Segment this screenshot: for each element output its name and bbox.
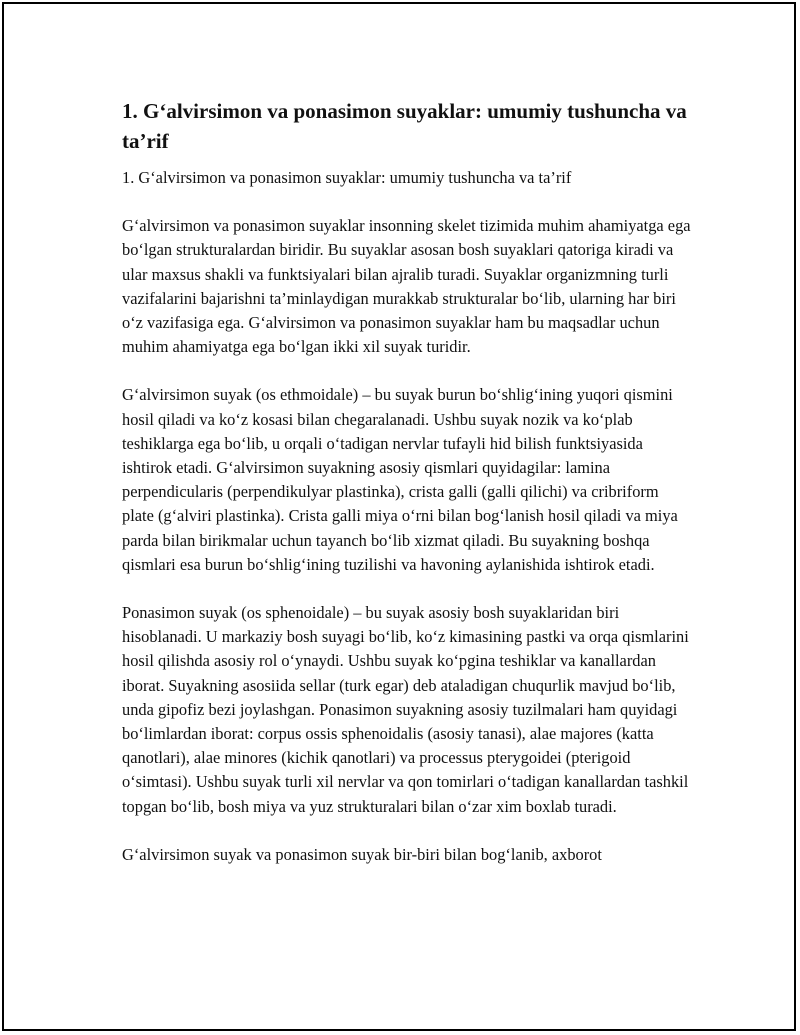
- page-title: 1. G‘alvirsimon va ponasimon suyaklar: umumiy tushuncha va ta’rif: [122, 99, 687, 153]
- document-body: [122, 96, 692, 867]
- paragraph-ethmoid: G‘alvirsimon suyak (os ethmoidale) – bu suyak burun bo‘shlig‘ining yuqori qismini hosil qiladi va ko‘z kosasi bilan chegaralanadi. Ushbu suyak nozik va ko‘plab teshiklarga ega bo‘lib, u orqali o‘tadigan nervlar tufayli hid bilish funktsiyasida ishtirok etadi. G‘alvirsimon suyakning asosiy qismlari quyidagilar: lamina perpendicularis (perpendikulyar plastinka), crista galli (galli qilichi) va cribriform plate (g‘alviri plastinka). Crista galli miya o‘rni bilan bog‘lanish hosil qiladi va miya parda bilan birikmalar uchun tayanch bo‘lib xizmat qiladi. Bu suyakning boshqa qismlari esa burun bo‘shlig‘ining tuzilishi va havoning aylanishida ishtirok etadi.: [122, 385, 678, 574]
- subtitle-line: 1. G‘alvirsimon va ponasimon suyaklar: umumiy tushuncha va ta’rif: [122, 168, 572, 187]
- paragraph-connection: G‘alvirsimon suyak va ponasimon suyak bir-biri bilan bog‘lanib, axborot: [122, 844, 602, 864]
- paragraph-sphenoid: Ponasimon suyak (os sphenoidale) – bu suyak asosiy bosh suyaklaridan biri hisoblanadi. U markaziy bosh suyagi bo‘lib, ko‘z kimasining pastki va orqa qismlarini hosil qilishda asosiy rol o‘ynaydi. Ushbu suyak ko‘pgina teshiklar va kanallardan iborat. Suyakning asosiida sellar (turk egar) deb ataladigan chuqurlik mavjud bo‘lib, unda gipofiz bezi joylashgan. Ponasimon suyakning asosiy tuzilmalari ham quyidagi bo‘limlardan iborat: corpus ossis sphenoidalis (asosiy tanasi), alae majores (katta qanotlari), alae minores (kichik qanotlari) va processus pterygoidei (pterigoid o‘simtasi). Ushbu suyak turli xil nervlar va qon tomirlari o‘tadigan kanallardan tashkil topgan bo‘lib, bosh miya va yuz strukturalari bilan o‘zar xim boxlab turadi.: [122, 603, 689, 816]
- paragraph-intro: G‘alvirsimon va ponasimon suyaklar insonning skelet tizimida muhim ahamiyatga ega bo‘lgan strukturalardan biridir. Bu suyaklar asosan bosh suyaklari qatoriga kiradi va ular maxsus shakli va funktsiyalari bilan ajralib turadi. Suyaklar organizmning turli vazifalarini bajarishni ta’minlaydigan murakkab strukturalar bo‘lib, ularning har biri o‘z vazifasiga ega. G‘alvirsimon va ponasimon suyaklar ham bu maqsadlar uchun muhim ahamiyatga ega bo‘lgan ikki xil suyak turidir.: [122, 216, 691, 357]
- page-frame: [2, 2, 796, 1031]
